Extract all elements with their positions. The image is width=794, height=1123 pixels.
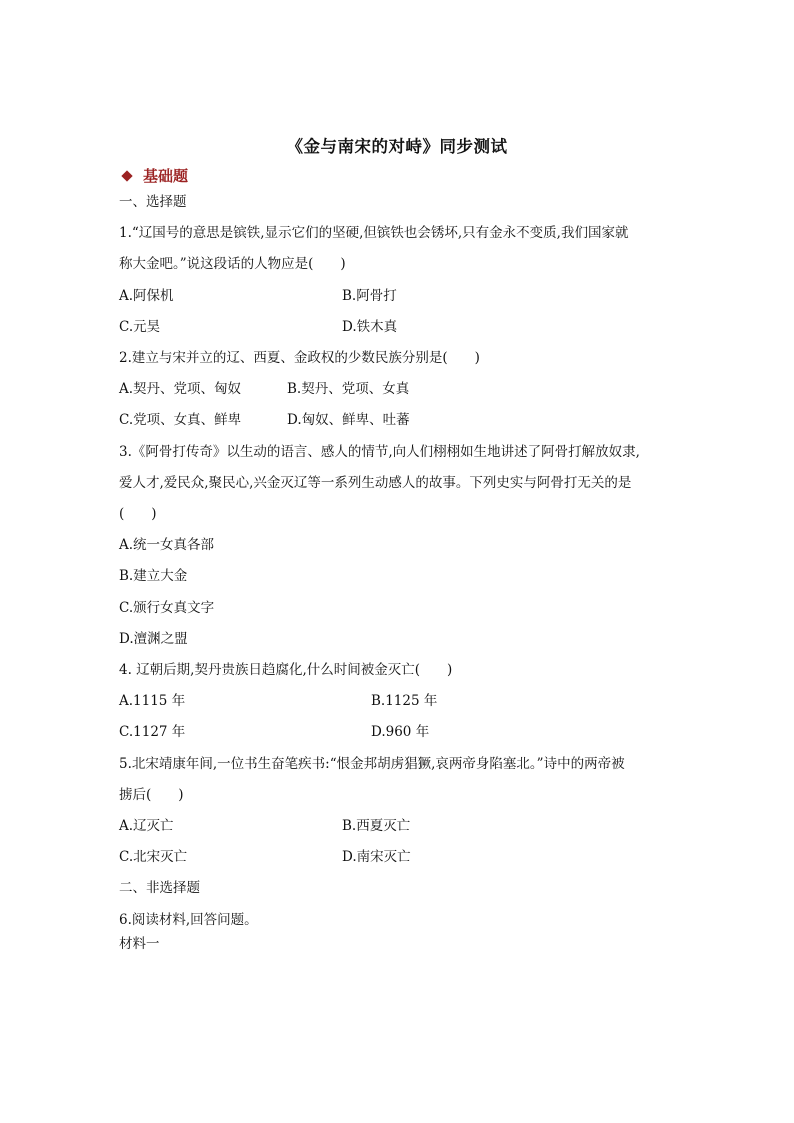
page-title: 《金与南宋的对峙》同步测试 bbox=[286, 137, 508, 156]
q5-stem-line1: 5.北宋靖康年间,一位书生奋笔疾书:“恨金邦胡虏猖獗,哀两帝身陷塞北。”诗中的两帝被 bbox=[119, 756, 625, 772]
q4-stem: 4. 辽朝后期,契丹贵族日趋腐化,什么时间被金灭亡( ) bbox=[119, 662, 453, 678]
q1-option-b: B.阿骨打 bbox=[342, 288, 397, 304]
q6-stem: 6.阅读材料,回答问题。 bbox=[119, 912, 258, 928]
section-label: 基础题 bbox=[143, 167, 189, 185]
q1-stem-line2: 称大金吧。”说这段话的人物应是( ) bbox=[119, 256, 346, 272]
q5-option-b: B.西夏灭亡 bbox=[342, 818, 411, 834]
q3-option-a: A.统一女真各部 bbox=[119, 537, 215, 553]
q6-material-label: 材料一 bbox=[119, 936, 160, 952]
q5-option-d: D.南宋灭亡 bbox=[342, 849, 411, 865]
q5-option-a: A.辽灭亡 bbox=[119, 818, 174, 834]
q2-option-c: C.党项、女真、鲜卑 bbox=[119, 412, 242, 428]
q4-option-d: D.960 年 bbox=[371, 724, 430, 740]
q5-stem-line2: 掳后( ) bbox=[119, 787, 184, 803]
q2-option-a: A.契丹、党项、匈奴 bbox=[119, 381, 242, 397]
q3-stem-line1: 3.《阿骨打传奇》以生动的语言、感人的情节,向人们栩栩如生地讲述了阿骨打解放奴隶, bbox=[119, 444, 640, 460]
q4-option-b: B.1125 年 bbox=[371, 693, 438, 709]
section-heading bbox=[119, 165, 188, 186]
diamond-icon bbox=[121, 170, 132, 181]
q1-option-a: A.阿保机 bbox=[119, 288, 174, 304]
q5-option-c: C.北宋灭亡 bbox=[119, 849, 188, 865]
q1-stem-line1: 1.“辽国号的意思是镔铁,显示它们的坚硬,但镔铁也会锈坏,只有金永不变质,我们国家就 bbox=[119, 225, 629, 241]
q4-option-c: C.1127 年 bbox=[119, 724, 186, 740]
q2-option-b: B.契丹、党项、女真 bbox=[287, 381, 410, 397]
q3-stem-line2: 爱人才,爱民众,聚民心,兴金灭辽等一系列生动感人的故事。下列史实与阿骨打无关的是 bbox=[119, 475, 632, 491]
q3-option-b: B.建立大金 bbox=[119, 568, 188, 584]
q3-stem-line3: ( ) bbox=[119, 506, 157, 522]
q4-option-a: A.1115 年 bbox=[119, 693, 186, 709]
q2-stem: 2.建立与宋并立的辽、西夏、金政权的少数民族分别是( ) bbox=[119, 350, 480, 366]
part2-heading: 二、非选择题 bbox=[119, 880, 200, 896]
q1-option-c: C.元昊 bbox=[119, 319, 161, 335]
q3-option-d: D.澶渊之盟 bbox=[119, 631, 188, 647]
q1-option-d: D.铁木真 bbox=[342, 319, 398, 335]
q3-option-c: C.颁行女真文字 bbox=[119, 600, 215, 616]
part1-heading: 一、选择题 bbox=[119, 194, 187, 210]
q2-option-d: D.匈奴、鲜卑、吐蕃 bbox=[287, 412, 410, 428]
